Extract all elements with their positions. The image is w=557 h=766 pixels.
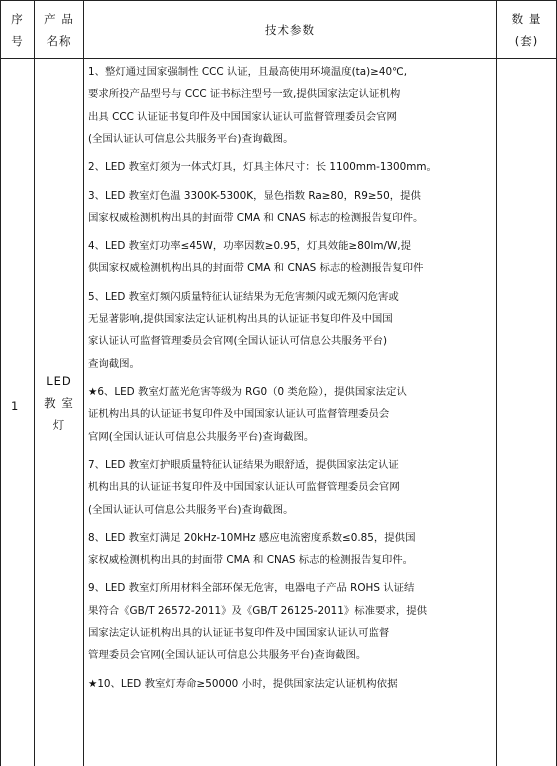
header-name-line-2: 名称 [46,33,72,48]
spec-line: (全国认证认可信息公共服务平台)查询截图。 [88,503,294,516]
header-name [35,1,83,58]
spec-line: 家权威检测机构出具的封面带 CMA 和 CNAS 标志的检测报告复印件。 [88,554,414,567]
spec-line: 管理委员会官网(全国认证认可信息公共服务平台)查询截图。 [88,649,367,662]
header-spec [84,1,496,58]
header-qty [497,1,556,58]
header-spec-label: 技术参数 [265,22,315,37]
spec-paragraph [88,156,493,178]
spec-paragraph [88,577,493,666]
col-divider-3 [496,0,497,766]
spec-line: (全国认证认可信息公共服务平台)查询截图。 [88,133,294,146]
spec-line: 1、整灯通过国家强制性 CCC 认证，且最高使用环境温度(ta)≥40℃, [88,66,408,78]
spec-line: ★10、LED 教室灯寿命≥50000 小时，提供国家法定认证机构依据 [88,677,398,690]
spec-line: 9、LED 教室灯所用材料全部环保无危害，电器电子产品 ROHS 认证结 [88,582,415,595]
spec-line: 证机构出具的认证证书复印件及中国国家认证认可监督管理委员会 [88,408,390,421]
spec-line: 机构出具的认证证书复印件及中国国家认证认可监督管理委员会官网 [88,481,400,494]
spec-line: 7、LED 教室灯护眼质量特征认证结果为眼舒适，提供国家法定认证 [88,458,399,471]
spec-paragraph [88,61,493,150]
row-name-line-3: 灯 [52,418,66,432]
spec-line: 国家权威检测机构出具的封面带 CMA 和 CNAS 标志的检测报告复印件。 [88,211,424,224]
spec-line: 出具 CCC 认证证书复印件及中国国家认证认可监督管理委员会官网 [88,110,397,123]
spec-line: 供国家权威检测机构出具的封面带 CMA 和 CNAS 标志的检测报告复印件 [88,262,424,275]
row-name-line-1: LED [46,374,72,388]
header-seq-line-2: 号 [11,33,24,48]
spec-paragraph [88,673,493,695]
header-seq [1,1,34,58]
spec-paragraph [88,454,493,521]
spec-paragraph [88,527,493,572]
header-qty-line-1: 数 量 [511,11,542,26]
table-border-left [0,0,1,766]
row-seq-value: 1 [11,399,20,413]
spec-paragraph [88,286,493,375]
spec-line: 官网(全国认证认可信息公共服务平台)查询截图。 [88,430,315,443]
spec-paragraph [88,185,493,230]
spec-paragraph [88,235,493,280]
spec-line: 8、LED 教室灯满足 20kHz-10MHz 感应电流密度系数≤0.85，提供国 [88,531,416,544]
spec-line: 要求所投产品型号与 CCC 证书标注型号一致,提供国家法定认证机构 [88,88,401,101]
spec-line: 5、LED 教室灯频闪质量特征认证结果为无危害频闪或无频闪危害或 [88,290,399,303]
header-seq-line-1: 序 [11,11,24,26]
row-name [35,370,83,450]
spec-line: 2、LED 教室灯须为一体式灯具，灯具主体尺寸：长 1100mm-1300mm。 [88,161,437,174]
row-name-line-2: 教 室 [44,396,74,410]
spec-line: 国家法定认证机构出具的认证证书复印件及中国国家认证认可监督 [88,627,390,640]
header-name-line-1: 产 品 [44,11,74,26]
spec-line: 家认证认可监督管理委员会官网(全国认证认可信息公共服务平台) [88,335,388,348]
spec-line: 3、LED 教室灯色温 3300K-5300K，显色指数 Ra≥80，R9≥50，提供 [88,189,421,202]
spec-line: 查询截图。 [88,357,140,370]
spec-paragraph [88,381,493,448]
spec-line: 无显著影响,提供国家法定认证机构出具的认证证书复印件及中国国 [88,313,393,325]
spec-line: 果符合《GB/T 26572-2011》及《GB/T 26125-2011》标准要求，提供 [88,604,428,617]
row-seq [1,395,34,417]
spec-line: ★6、LED 教室灯蓝光危害等级为 RG0（0 类危险），提供国家法定认 [88,385,407,398]
spec-content [88,61,493,701]
spec-line: 4、LED 教室灯功率≤45W，功率因数≥0.95，灯具效能≥80lm/W,提 [88,240,411,253]
col-divider-2 [83,0,84,766]
header-qty-line-2: (套) [514,33,539,48]
